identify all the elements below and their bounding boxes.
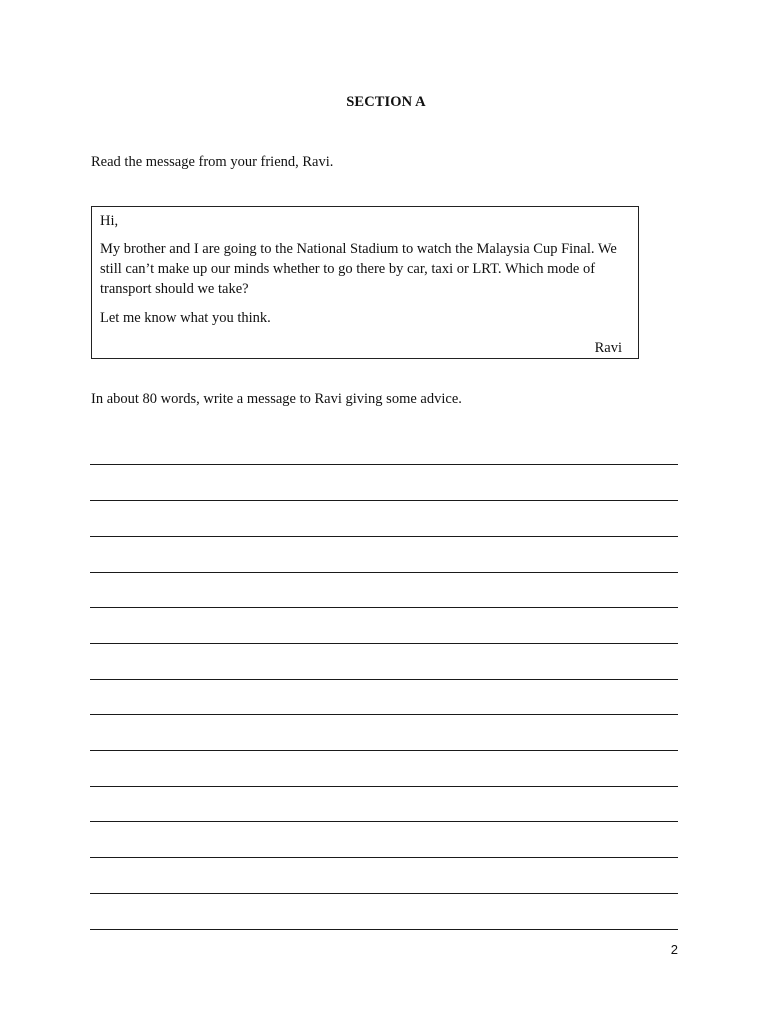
answer-line[interactable] <box>90 893 678 894</box>
answer-line[interactable] <box>90 607 678 608</box>
answer-line[interactable] <box>90 929 678 930</box>
section-title: SECTION A <box>346 94 426 110</box>
answer-line[interactable] <box>90 536 678 537</box>
answer-line[interactable] <box>90 714 678 715</box>
message-closing: Let me know what you think. <box>100 310 271 326</box>
answer-line[interactable] <box>90 786 678 787</box>
answer-line[interactable] <box>90 750 678 751</box>
answer-line[interactable] <box>90 464 678 465</box>
page-number: 2 <box>670 942 678 957</box>
answer-line[interactable] <box>90 857 678 858</box>
answer-line[interactable] <box>90 821 678 822</box>
answer-line[interactable] <box>90 679 678 680</box>
answer-writing-area[interactable] <box>90 0 678 1024</box>
answer-line[interactable] <box>90 643 678 644</box>
message-greeting: Hi, <box>100 213 119 229</box>
writing-task-instruction: In about 80 words, write a message to Ravi giving some advice. <box>91 391 462 407</box>
message-body: My brother and I are going to the National Stadium to watch the Malaysia Cup Final. We still can’t make up our minds whether to go there by car, taxi or LRT. Which mode of transport should we take? <box>100 241 617 297</box>
answer-line[interactable] <box>90 500 678 501</box>
read-instruction: Read the message from your friend, Ravi. <box>91 154 334 170</box>
answer-line[interactable] <box>90 572 678 573</box>
message-signature: Ravi <box>594 340 622 356</box>
